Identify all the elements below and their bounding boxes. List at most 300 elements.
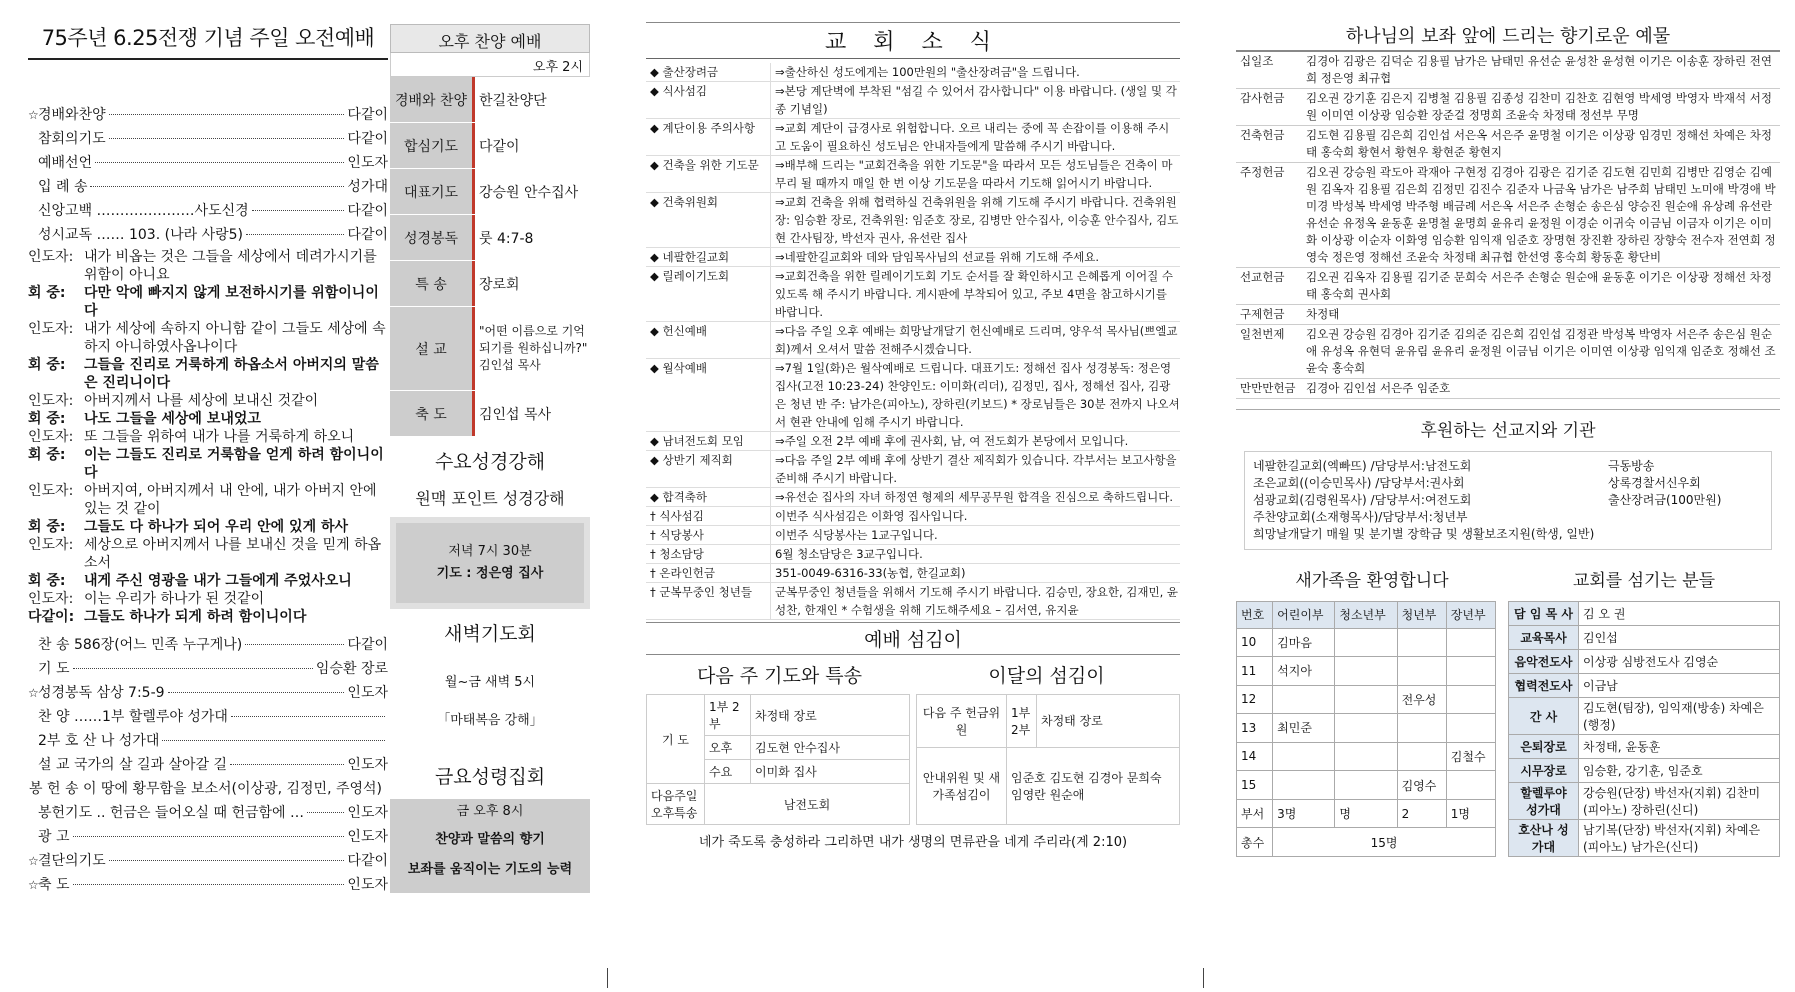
dot-leader — [162, 740, 385, 741]
offering-type: 건축헌금 — [1236, 126, 1302, 163]
family-cell: 석지아 — [1273, 657, 1335, 686]
offering-names: 차정태 — [1302, 305, 1780, 325]
reading-text: 내가 비옵는 것은 그들을 세상에서 데려가시기를 위함이 아니요 — [84, 249, 377, 283]
staff-names: 이금남 — [1579, 674, 1780, 698]
news-topic: † 청소담당 — [650, 547, 704, 561]
news-detail: ⇒네팔한길교회와 데와 담임목사님의 선교를 위해 기도해 주세요. — [770, 248, 1180, 266]
family-cell — [1335, 657, 1397, 686]
family-cell — [1335, 771, 1397, 800]
fold-mark — [1203, 968, 1204, 988]
family-cell — [1397, 657, 1446, 686]
order-label: 광 고 — [38, 829, 70, 845]
order-marker: ☆ — [28, 854, 39, 868]
family-header-row — [1237, 602, 1496, 629]
afternoon-value: 한길찬양단 — [472, 77, 590, 122]
staff-row — [1509, 650, 1780, 674]
news-detail: ⇒출산하신 성도에게는 100만원의 "출산장려금"을 드립니다. — [770, 63, 1180, 81]
prayer-person: 차정태 장로 — [751, 695, 910, 736]
special-song-group: 남전도회 — [705, 784, 910, 825]
offering-slot: 1부 2부 — [1007, 695, 1037, 748]
news-detail: ⇒본당 계단벽에 부착된 "섬길 수 있어서 감사합니다" 이용 바랍니다. (생일 및 각종 기념일) — [770, 82, 1180, 118]
dot-leader — [73, 884, 345, 885]
serve-section-title: 예배 섬김이 — [646, 622, 1180, 655]
family-cell — [1273, 742, 1335, 771]
order-leader: 다같이 — [347, 227, 388, 243]
news-topic: ◆ 헌신예배 — [650, 324, 707, 338]
reading-line — [28, 392, 388, 410]
reading-line — [28, 572, 388, 590]
family-cell — [1446, 657, 1495, 686]
family-cell — [1397, 742, 1446, 771]
staff-table — [1508, 601, 1780, 857]
reading-line — [28, 428, 388, 446]
dot-leader — [252, 210, 345, 211]
news-detail: ⇒주일 오전 2부 예배 후에 권사회, 남, 여 전도회가 본당에서 모입니다. — [770, 432, 1180, 450]
order-label: 예배선언 — [38, 155, 93, 171]
staff-role: 교육목사 — [1509, 626, 1579, 650]
reading-speaker: 인도자: — [28, 483, 74, 499]
order-item — [28, 224, 388, 248]
offering-names: 김오권 김옥자 김용필 김기준 문희숙 서은주 손형순 원순애 윤동훈 이기은 이상광 정해선 차정태 홍숙희 권사회 — [1302, 268, 1780, 305]
support-item: 희망날개달기 매월 및 분기별 장학금 및 생활보조지원(학생, 일반) — [1253, 527, 1595, 541]
order-item — [28, 658, 388, 682]
family-header-cell: 어린이부 — [1273, 602, 1335, 629]
afternoon-item — [390, 169, 590, 215]
order-item — [28, 634, 388, 658]
family-cell — [1335, 714, 1397, 743]
dot-leader — [95, 162, 344, 163]
family-sum-cell: 명 — [1335, 799, 1397, 828]
reading-speaker: 회 중: — [28, 285, 66, 301]
news-item — [646, 545, 1180, 564]
news-detail: ⇒유선순 집사의 자녀 하정연 형제의 세무공무원 합격을 진심으로 축하드립니다. — [770, 488, 1180, 506]
afternoon-value: 김인섭 목사 — [472, 391, 590, 436]
news-topic: † 군복무중인 청년들 — [650, 585, 752, 599]
order-label: 봉 헌 송 이 땅에 황무함을 보소서(이상광, 김정민, 주영석) — [29, 781, 382, 797]
reading-line — [28, 518, 388, 536]
reading-speaker: 인도자: — [28, 537, 74, 553]
order-item — [28, 682, 388, 706]
news-item — [646, 267, 1180, 322]
prayer-person: 이미화 집사 — [751, 760, 910, 784]
news-detail: ⇒교회건축을 위한 릴레이기도회 기도 순서를 잘 확인하시고 은혜롭게 이어질 수 있도록 해 주시기 바랍니다. 게시판에 부착되어 있고, 주보 4면을 참고하시기를 바랍니다. — [770, 267, 1180, 321]
new-family-table — [1236, 601, 1496, 857]
reading-line — [28, 248, 388, 284]
church-news-title: 교 회 소 식 — [646, 22, 1180, 59]
order-item — [28, 850, 388, 874]
reading-line — [28, 446, 388, 482]
news-detail: 군복무중인 청년들을 위해서 기도해 주시기 바랍니다. 김승민, 장요한, 김재민, 윤성찬, 한재인 * 수험생을 위해 기도해주세요 – 김서연, 유지윤 — [770, 583, 1180, 619]
staff-role: 음악전도사 — [1509, 650, 1579, 674]
family-total-label: 총수 — [1237, 828, 1273, 857]
reading-line — [28, 608, 388, 626]
morning-service-title: 75주년 6.25전쟁 기념 주일 오전예배 — [28, 14, 388, 60]
afternoon-item — [390, 307, 590, 391]
offering-names: 김오권 강기훈 김은지 김병철 김용필 김종성 김찬미 김찬호 김현영 박세영 박영자 박재석 서정원 이미연 이상광 임승환 장준걸 정명희 조윤숙 차정태 정선부 무명 — [1302, 89, 1780, 126]
offering-title: 하나님의 보좌 앞에 드리는 향기로운 예물 — [1236, 22, 1780, 52]
staff-names: 김도현(팀장), 임익재(방송) 차예은(행정) — [1579, 698, 1780, 735]
afternoon-label: 성경봉독 — [403, 230, 459, 247]
support-item: 섬광교회(김령원목사) /담당부서:여전도회 — [1253, 493, 1472, 507]
news-topic: ◆ 월삭예배 — [650, 361, 707, 375]
reading-text: 나도 그들을 세상에 보내었고 — [84, 411, 261, 427]
family-cell: 전우성 — [1397, 685, 1446, 714]
next-week-title: 다음 주 기도와 특송 — [697, 665, 862, 687]
friday-subtitle-1: 찬양과 말씀의 향기 — [435, 832, 545, 847]
offering-row — [1236, 379, 1780, 399]
dot-leader — [73, 836, 345, 837]
reading-line — [28, 482, 388, 518]
order-item — [28, 730, 388, 754]
staff-row — [1509, 820, 1780, 857]
dot-leader — [109, 860, 345, 861]
dot-leader — [245, 644, 344, 645]
dot-leader — [109, 138, 345, 139]
order-item — [28, 128, 388, 152]
usher-people: 임준호 김도현 김경아 문희숙 임영란 원순애 — [1007, 747, 1180, 824]
friday-time: 금 오후 8시 — [456, 804, 524, 819]
staff-names: 차정태, 윤동훈 — [1579, 735, 1780, 759]
news-topic: ◆ 건축위원회 — [650, 195, 719, 209]
wednesday-time: 저녁 7시 30분 — [448, 544, 532, 559]
dot-leader — [307, 812, 344, 813]
dot-leader — [109, 114, 345, 115]
order-label: 봉헌기도 .. 헌금은 들어오실 때 헌금함에 … — [38, 805, 304, 821]
order-label: 찬 송 586장(어느 민족 누구게나) — [38, 637, 243, 653]
family-cell: 14 — [1237, 742, 1273, 771]
order-item — [28, 104, 388, 128]
staff-row — [1509, 602, 1780, 626]
order-label: 기 도 — [38, 661, 70, 677]
family-cell — [1446, 628, 1495, 657]
offering-table — [1236, 52, 1780, 399]
family-cell — [1273, 685, 1335, 714]
order-leader: 다같이 — [347, 637, 388, 653]
special-song-label: 다음주일 오후특송 — [647, 784, 705, 825]
news-detail: ⇒배부해 드리는 "교회건축을 위한 기도문"을 따라서 모든 성도님들은 건축이 마무리 될 때까지 매일 한 번 이상 기도문을 따라서 기도해 읽어시기 바랍니다. — [770, 156, 1180, 192]
news-topic: ◆ 합격축하 — [650, 490, 707, 504]
offering-committee-label: 다음 주 헌금위원 — [917, 695, 1007, 748]
family-header-cell: 청소년부 — [1335, 602, 1397, 629]
staff-row — [1509, 735, 1780, 759]
afternoon-value: "어떤 이름으로 기억되기를 원하십니까?" 김인섭 목사 — [472, 307, 590, 390]
dot-leader — [90, 186, 344, 187]
reading-speaker: 회 중: — [28, 573, 66, 589]
staff-row — [1509, 626, 1780, 650]
order-label: 신앙고백 …………………사도신경 — [38, 203, 249, 219]
order-item — [28, 706, 388, 730]
church-news-panel — [646, 22, 1180, 850]
news-item — [646, 82, 1180, 119]
family-sum-cell: 3명 — [1273, 799, 1335, 828]
usher-label: 안내위원 및 새가족섬김이 — [917, 747, 1007, 824]
news-item — [646, 451, 1180, 488]
order-label: 경배와찬양 — [38, 107, 106, 123]
news-detail: ⇒교회 건축을 위해 협력하실 건축위원을 위해 기도해 주시기 바랍니다. 건축위원장: 임승환 장로, 건축위원: 임준호 장로, 김병만 안수집사, 이승훈 안수집사, 김도현 간사팀장, 박선자 권사, 유선란 집사 — [770, 193, 1180, 247]
dawn-title: 새벽기도회 — [390, 609, 590, 656]
reading-text: 다만 악에 빠지지 않게 보전하시기를 위함이니이다 — [84, 285, 379, 319]
news-item — [646, 359, 1180, 432]
support-item: 상록경찰서신우회 — [1608, 476, 1701, 490]
order-leader: 인도자 — [347, 805, 388, 821]
order-leader: 인도자 — [347, 757, 388, 773]
offering-type: 감사헌금 — [1236, 89, 1302, 126]
offering-type: 주정헌금 — [1236, 163, 1302, 268]
reading-speaker: 회 중: — [28, 357, 66, 373]
family-cell: 김마음 — [1273, 628, 1335, 657]
afternoon-order — [390, 77, 590, 437]
staff-names: 강승원(단장) 박선자(지휘) 김찬미(피아노) 장하린(신디) — [1579, 783, 1780, 820]
afternoon-item — [390, 391, 590, 437]
wednesday-subtitle: 원맥 포인트 성경강해 — [390, 484, 590, 517]
dot-leader — [73, 668, 313, 669]
news-item — [646, 583, 1180, 620]
afternoon-item — [390, 123, 590, 169]
reading-speaker: 회 중: — [28, 447, 66, 463]
order-leader: 성가대 — [347, 179, 388, 195]
reading-text: 그들을 진리로 거룩하게 하옵소서 아버지의 말씀은 진리니이다 — [84, 357, 379, 391]
afternoon-label: 특 송 — [415, 276, 447, 293]
family-row — [1237, 657, 1496, 686]
dot-leader — [246, 234, 344, 235]
responsive-reading — [28, 248, 388, 626]
wednesday-prayer: 기도 : 정은영 집사 — [436, 566, 544, 581]
family-cell: 13 — [1237, 714, 1273, 743]
offering-row — [1236, 52, 1780, 89]
staff-row — [1509, 674, 1780, 698]
news-detail: ⇒교회 계단이 급경사로 위험합니다. 오르 내리는 중에 꼭 손잡이를 이용해 주시고 도움이 필요하신 성도님은 안내자들에게 말씀해 주시기 바랍니다. — [770, 119, 1180, 155]
family-cell — [1397, 714, 1446, 743]
afternoon-label: 합심기도 — [403, 138, 459, 155]
news-topic: ◆ 식사섬김 — [650, 84, 707, 98]
reading-speaker: 회 중: — [28, 411, 66, 427]
afternoon-value: 강승원 안수집사 — [472, 169, 590, 214]
news-item — [646, 488, 1180, 507]
family-cell: 11 — [1237, 657, 1273, 686]
offering-row — [1236, 89, 1780, 126]
offering-names: 김경아 김광은 김덕순 김용필 남가은 남태민 유선순 윤성찬 윤성현 이기은 이송훈 장하린 전연희 정은영 최규협 — [1302, 52, 1780, 89]
dawn-time: 월~금 새벽 5시 — [444, 675, 536, 690]
order-label: 결단의기도 — [38, 853, 106, 869]
reading-text: 세상으로 아버지께서 나를 보내신 것을 믿게 하옵소서 — [84, 537, 382, 571]
family-row — [1237, 771, 1496, 800]
order-item — [28, 874, 388, 898]
family-cell: 12 — [1237, 685, 1273, 714]
news-detail: ⇒7월 1일(화)은 월삭예배로 드립니다. 대표기도: 정해선 집사 성경봉독: 정은영 집사(고전 10:23-24) 찬양인도: 이미화(리더), 김정민, 집사, 정해선 집사, 김광은 청년 반 주: 남가은(피아노), 장하린(키보드) * 장로님들은 30분 전까지 나오셔서 현관 안내에 임해 주시기 바랍니다. — [770, 359, 1180, 431]
order-item — [28, 778, 388, 802]
order-leader: 임승환 장로 — [315, 661, 388, 677]
schedule-panel — [390, 24, 590, 893]
news-detail: 351-0049-6316-33(농협, 한길교회) — [770, 564, 1180, 582]
news-topic: ◆ 출산장려금 — [650, 65, 719, 79]
fold-mark — [607, 968, 608, 988]
news-detail: 이번주 식당봉사는 1교구입니다. — [770, 526, 1180, 544]
family-cell: 10 — [1237, 628, 1273, 657]
month-servers-table — [916, 694, 1180, 825]
offering-type: 십일조 — [1236, 52, 1302, 89]
news-item — [646, 248, 1180, 267]
friday-subtitle-2: 보좌를 움직이는 기도의 능력 — [407, 862, 573, 877]
afternoon-value: 룻 4:7-8 — [472, 215, 590, 260]
reading-text: 그들도 하나가 되게 하려 함이니이다 — [84, 609, 307, 625]
reading-text: 아버지께서 나를 세상에 보내신 것같이 — [84, 393, 319, 409]
order-label: 2부 호 산 나 성가대 — [38, 733, 160, 749]
news-topic: ◆ 상반기 제직회 — [650, 453, 733, 467]
reading-speaker: 인도자: — [28, 591, 74, 607]
order-item — [28, 802, 388, 826]
prayer-table — [646, 694, 910, 825]
afternoon-item — [390, 215, 590, 261]
support-item — [1608, 526, 1758, 543]
support-title: 후원하는 선교지와 기관 — [1236, 409, 1780, 441]
staff-row — [1509, 698, 1780, 735]
staff-role: 할렐루야 성가대 — [1509, 783, 1579, 820]
family-header-cell: 장년부 — [1446, 602, 1495, 629]
support-item: 조은교회((이승민목사) /담당부서:권사회 — [1253, 476, 1465, 490]
news-detail: ⇒다음 주일 2부 예배 후에 상반기 결산 제직회가 있습니다. 각부서는 보고사항을 준비해 주시기 바랍니다. — [770, 451, 1180, 487]
offering-panel — [1236, 22, 1780, 857]
news-item — [646, 526, 1180, 545]
order-marker: ☆ — [28, 108, 39, 122]
news-item — [646, 63, 1180, 82]
reading-speaker: 인도자: — [28, 393, 74, 409]
family-total-row — [1237, 828, 1496, 857]
family-cell — [1335, 685, 1397, 714]
reading-speaker: 회 중: — [28, 519, 66, 535]
offering-row — [1236, 268, 1780, 305]
reading-speaker: 인도자: — [28, 321, 74, 337]
afternoon-label: 축 도 — [415, 406, 447, 423]
dot-leader — [230, 764, 344, 765]
prayer-slot: 1부 2부 — [705, 695, 751, 736]
news-item — [646, 322, 1180, 359]
bible-verse: 네가 죽도록 충성하라 그리하면 내가 생명의 면류관을 네게 주리라(계 2:10) — [698, 835, 1128, 850]
family-cell: 최민준 — [1273, 714, 1335, 743]
staff-names: 김 오 권 — [1579, 602, 1780, 626]
news-item — [646, 432, 1180, 451]
reading-text: 내가 세상에 속하지 아니함 같이 그들도 세상에 속하지 아니하였사옵나이다 — [84, 321, 386, 355]
family-cell — [1397, 628, 1446, 657]
order-marker: ☆ — [28, 878, 39, 892]
news-item — [646, 507, 1180, 526]
family-cell: 15 — [1237, 771, 1273, 800]
offering-names: 김오권 강승원 곽도아 곽재아 구현정 김경아 김광은 김기준 김도현 김민희 김병만 김영순 김예원 김옥자 김용필 김은희 김정민 김진수 김준자 나금옥 남가은 남주희 남태민 노미애 박경애 박미경 박성복 박세영 박주형 배금례 서은옥 서은주 손형순 송은심 양승진 원순애 유상례 유선란 유선순 유정옥 윤동훈 윤명철 윤명희 윤유리 윤정원 이경순 이귀숙 이금님 이금자 이기은 이미화 이상광 이순자 이화영 임승환 임익재 임준호 장명현 장진환 장하린 장향숙 전수자 전연희 정영숙 정은영 정해선 조윤숙 차정태 최규협 한선영 홍숙희 황동훈 황단비 — [1302, 163, 1780, 268]
afternoon-item — [390, 77, 590, 123]
reading-line — [28, 536, 388, 572]
family-sum-cell: 2 — [1397, 799, 1446, 828]
family-header-cell: 청년부 — [1397, 602, 1446, 629]
family-row — [1237, 714, 1496, 743]
family-sum-row — [1237, 799, 1496, 828]
order-leader: 인도자 — [347, 829, 388, 845]
news-topic: ◆ 네팔한길교회 — [650, 250, 730, 264]
reading-text: 내게 주신 영광을 내가 그들에게 주었사오니 — [84, 573, 352, 589]
order-leader: 다같이 — [347, 131, 388, 147]
order-label: 성시교독 …… 103. (나라 사랑5) — [38, 227, 243, 243]
dawn-subtitle: 「마태복음 강해」 — [437, 713, 543, 728]
family-row — [1237, 685, 1496, 714]
offering-names: 김오권 강승원 김경아 김기준 김의준 김은희 김인섭 김정관 박성복 박영자 서은주 송은심 원순애 유성옥 유현덕 윤유림 윤유리 윤정원 이금님 이기은 이미연 이상광 임익재 임준호 정해선 조윤숙 홍숙희 — [1302, 325, 1780, 379]
order-item — [28, 176, 388, 200]
news-topic: ◆ 남녀전도회 모임 — [650, 434, 744, 448]
dot-leader — [168, 692, 345, 693]
news-detail: 6월 청소담당은 3교구입니다. — [770, 545, 1180, 563]
news-topic: † 온라인헌금 — [650, 566, 715, 580]
order-of-worship — [28, 104, 388, 248]
reading-line — [28, 410, 388, 428]
order-label: 설 교 국가의 살 길과 살아갈 길 — [38, 757, 227, 773]
offering-type: 구제헌금 — [1236, 305, 1302, 325]
prayer-slot: 수요 — [705, 760, 751, 784]
reading-line — [28, 284, 388, 320]
news-detail: ⇒다음 주일 오후 예배는 희망날개달기 헌신예배로 드리며, 양우석 목사님(쁘엘교회)께서 오셔서 말씀 전해주시겠습니다. — [770, 322, 1180, 358]
family-sum-cell: 1명 — [1446, 799, 1495, 828]
family-header-cell: 번호 — [1237, 602, 1273, 629]
support-item: 출산장려금(100만원) — [1608, 493, 1722, 507]
news-list — [646, 63, 1180, 620]
reading-line — [28, 320, 388, 356]
afternoon-time: 오후 2시 — [390, 53, 590, 77]
order-label: 참회의기도 — [38, 131, 106, 147]
staff-role: 호산나 성가대 — [1509, 820, 1579, 857]
order-leader: 다같이 — [347, 203, 388, 219]
family-cell: 김철수 — [1446, 742, 1495, 771]
order-leader: 다같이 — [347, 853, 388, 869]
offering-names: 김도현 김용필 김은희 김인섭 서은옥 서은주 윤명철 이기은 이상광 임경민 정해선 차예은 차정태 홍숙희 황현서 황현우 황현준 황현지 — [1302, 126, 1780, 163]
support-item: 극동방송 — [1608, 459, 1655, 473]
reading-speaker: 인도자: — [28, 429, 74, 445]
news-detail: 이번주 식사섬김은 이화영 집사입니다. — [770, 507, 1180, 525]
reading-text: 또 그들을 위하여 내가 나를 거룩하게 하오니 — [84, 429, 355, 445]
support-item: 주찬양교회(소재형목사)/담당부서:청년부 — [1253, 510, 1468, 524]
support-item — [1608, 509, 1758, 526]
staff-role: 담 임 목 사 — [1509, 602, 1579, 626]
family-cell — [1335, 628, 1397, 657]
order-item — [28, 200, 388, 224]
this-month-title: 이달의 섬김이 — [988, 665, 1105, 687]
order-label: 축 도 — [38, 877, 70, 893]
afternoon-label: 설 교 — [415, 341, 447, 358]
prayer-person: 김도현 안수집사 — [751, 736, 910, 760]
afternoon-label: 경배와 찬양 — [394, 92, 468, 109]
news-item — [646, 156, 1180, 193]
order-leader: 인도자 — [347, 685, 388, 701]
offering-type: 선교헌금 — [1236, 268, 1302, 305]
order-item — [28, 152, 388, 176]
reading-line — [28, 356, 388, 392]
order-item — [28, 754, 388, 778]
offering-person: 차정태 장로 — [1037, 695, 1180, 748]
news-item — [646, 119, 1180, 156]
news-topic: ◆ 건축을 위한 기도문 — [650, 158, 759, 172]
family-cell — [1335, 742, 1397, 771]
staff-names: 김인섭 — [1579, 626, 1780, 650]
reading-text: 아버지여, 아버지께서 내 안에, 내가 아버지 안에 있는 것 같이 — [84, 483, 377, 517]
news-topic: ◆ 릴레이기도회 — [650, 269, 730, 283]
prayer-label: 기 도 — [647, 695, 705, 784]
reading-text: 이는 그들도 진리로 거룩함을 얻게 하려 함이니이다 — [84, 447, 384, 481]
family-cell — [1273, 771, 1335, 800]
family-cell — [1446, 714, 1495, 743]
welcome-title: 새가족을 환영합니다 — [1295, 571, 1449, 591]
staff-names: 임승환, 강기훈, 임준호 — [1579, 759, 1780, 783]
order-item — [28, 826, 388, 850]
reading-line — [28, 590, 388, 608]
order-leader: 다같이 — [347, 107, 388, 123]
staff-names: 남기복(단장) 박선자(지휘) 차예은(피아노) 남가은(신디) — [1579, 820, 1780, 857]
afternoon-service-title: 오후 찬양 예배 — [390, 24, 590, 53]
staff-role: 시무장로 — [1509, 759, 1579, 783]
